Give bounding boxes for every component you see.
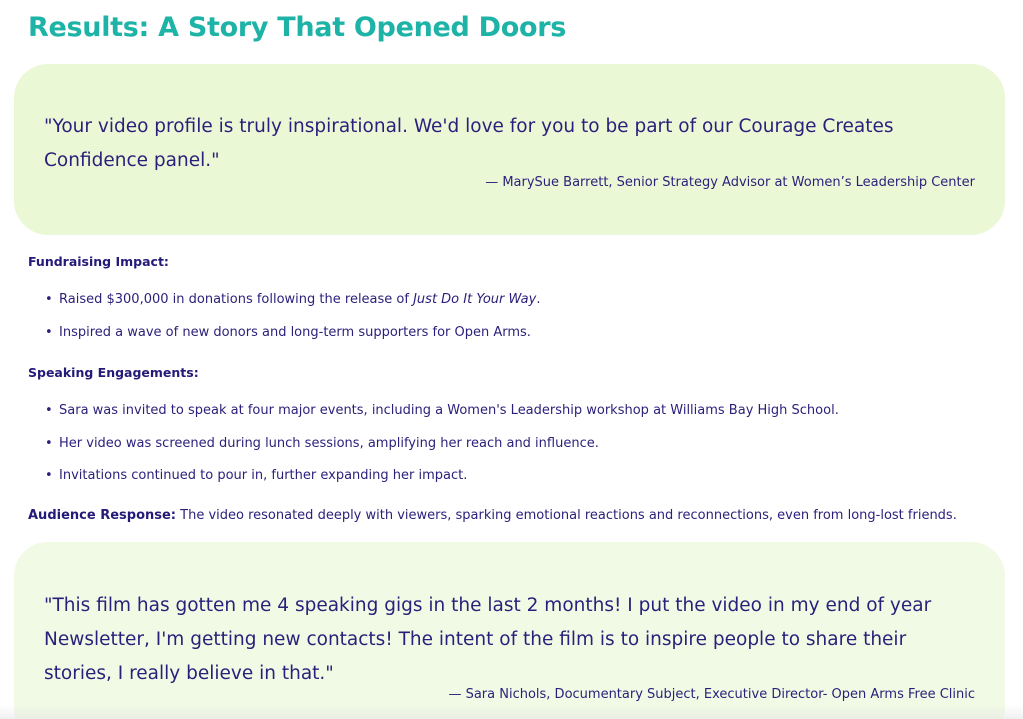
film-title: Just Do It Your Way — [413, 292, 537, 307]
audience-response-text: The video resonated deeply with viewers, sparking emotional reactions and reconnections, even from long-lost friends. — [176, 508, 957, 523]
bullet-icon: • — [45, 324, 53, 340]
list-item — [45, 325, 540, 358]
testimonial-attribution: — MarySue Barrett, Senior Strategy Advisor at Women’s Leadership Center — [485, 175, 975, 190]
list-item — [45, 436, 839, 469]
testimonial-quote: "Your video profile is truly inspirational. We'd love for you to be part of our Courage Creates Confidence panel." — [44, 116, 894, 171]
testimonial-card-marysue — [14, 64, 1005, 235]
testimonial-attribution: — Sara Nichols, Documentary Subject, Executive Director- Open Arms Free Clinic — [448, 687, 975, 702]
speaking-heading: Speaking Engagements: — [28, 365, 199, 380]
list-item-text: Sara was invited to speak at four major events, including a Women's Leadership workshop at Williams Bay High School. — [59, 403, 839, 418]
fundraising-list — [45, 292, 540, 357]
testimonial-card-sara — [14, 542, 1005, 719]
list-item — [45, 468, 839, 501]
testimonial-quote: "This film has gotten me 4 speaking gigs in the last 2 months! I put the video in my end of year Newsletter, I'm getting new contacts! The intent of the film is to inspire people to share their stories, I really believe in that." — [44, 595, 932, 684]
speaking-list — [45, 403, 839, 501]
bullet-icon: • — [45, 292, 53, 307]
bottom-fade — [0, 705, 1023, 719]
list-item-text: Her video was screened during lunch sessions, amplifying her reach and influence. — [59, 435, 599, 451]
bullet-icon: • — [45, 468, 53, 483]
list-item — [45, 292, 540, 325]
audience-response — [28, 508, 957, 523]
audience-response-label: Audience Response: — [28, 508, 177, 523]
list-item — [45, 403, 839, 436]
list-item-text: Invitations continued to pour in, further expanding her impact. — [59, 468, 468, 483]
list-item-text: Raised $300,000 in donations following the release of Just Do It Your Way. — [59, 292, 541, 307]
page-title: Results: A Story That Opened Doors — [28, 12, 567, 43]
fundraising-heading: Fundraising Impact: — [28, 254, 169, 269]
bullet-icon: • — [45, 435, 53, 451]
bullet-icon: • — [45, 403, 53, 418]
list-item-text: Inspired a wave of new donors and long-term supporters for Open Arms. — [59, 324, 531, 340]
